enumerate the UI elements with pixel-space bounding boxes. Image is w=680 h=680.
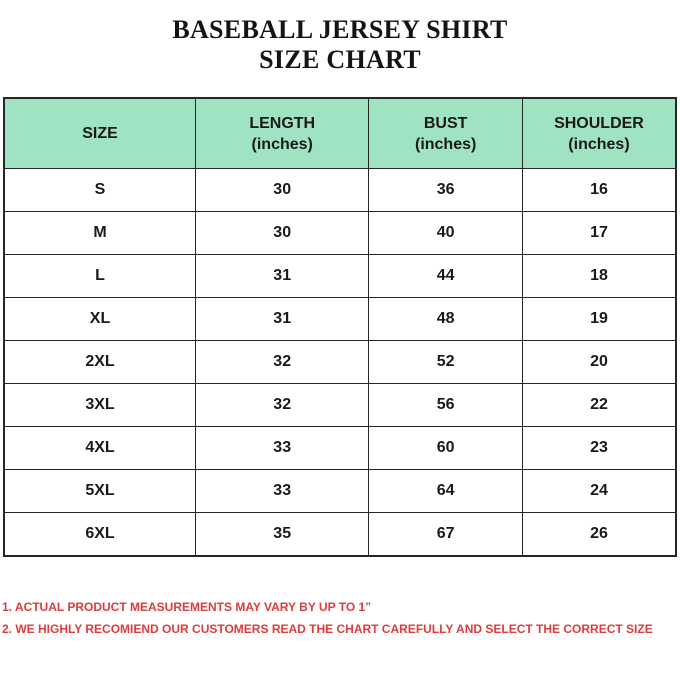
cell-shoulder: 24 [522, 470, 676, 513]
column-header-label: LENGTH [249, 114, 316, 132]
cell-size: 6XL [4, 513, 196, 557]
cell-bust: 40 [369, 212, 523, 255]
cell-bust: 52 [369, 341, 523, 384]
cell-size: M [4, 212, 196, 255]
table-row [4, 298, 676, 341]
table-row [4, 255, 676, 298]
cell-shoulder: 23 [522, 427, 676, 470]
cell-length: 31 [196, 298, 369, 341]
cell-size: L [4, 255, 196, 298]
cell-length: 32 [196, 384, 369, 427]
cell-bust: 44 [369, 255, 523, 298]
cell-length: 33 [196, 470, 369, 513]
title-line-2: SIZE CHART [259, 45, 421, 74]
cell-bust: 60 [369, 427, 523, 470]
cell-bust: 67 [369, 513, 523, 557]
column-header-label: SHOULDER [554, 114, 644, 132]
cell-bust: 56 [369, 384, 523, 427]
cell-size: 2XL [4, 341, 196, 384]
cell-size: S [4, 169, 196, 212]
cell-length: 33 [196, 427, 369, 470]
cell-size: 5XL [4, 470, 196, 513]
table-row [4, 341, 676, 384]
table-row [4, 470, 676, 513]
column-header-unit: (inches) [568, 135, 630, 153]
cell-bust: 48 [369, 298, 523, 341]
note-2: 2. WE HIGHLY RECOMIEND OUR CUSTOMERS READ THE CHART CAREFULLY AND SELECT THE CORRECT SIZE [2, 622, 653, 636]
cell-length: 30 [196, 212, 369, 255]
column-header-shoulder [522, 98, 676, 169]
cell-shoulder: 19 [522, 298, 676, 341]
cell-size: 3XL [4, 384, 196, 427]
cell-length: 30 [196, 169, 369, 212]
cell-length: 35 [196, 513, 369, 557]
notes [2, 596, 680, 640]
table-row [4, 427, 676, 470]
cell-shoulder: 22 [522, 384, 676, 427]
column-header-label: SIZE [82, 125, 118, 142]
column-header-size [4, 98, 196, 169]
note-1: 1. ACTUAL PRODUCT MEASUREMENTS MAY VARY BY UP TO 1” [2, 600, 372, 614]
column-header-unit: (inches) [251, 135, 313, 153]
cell-length: 31 [196, 255, 369, 298]
title-line-1: BASEBALL JERSEY SHIRT [172, 15, 508, 44]
table-header-row [4, 98, 676, 169]
cell-bust: 36 [369, 169, 523, 212]
cell-length: 32 [196, 341, 369, 384]
table-row [4, 513, 676, 557]
cell-bust: 64 [369, 470, 523, 513]
column-header-length [196, 98, 369, 169]
cell-shoulder: 20 [522, 341, 676, 384]
table-row [4, 384, 676, 427]
table-row [4, 169, 676, 212]
cell-size: 4XL [4, 427, 196, 470]
cell-shoulder: 17 [522, 212, 676, 255]
page-title [0, 15, 680, 75]
cell-shoulder: 16 [522, 169, 676, 212]
cell-shoulder: 26 [522, 513, 676, 557]
table-row [4, 212, 676, 255]
column-header-unit: (inches) [414, 135, 477, 153]
cell-size: XL [4, 298, 196, 341]
column-header-bust [369, 98, 523, 169]
column-header-label: BUST [423, 114, 468, 132]
cell-shoulder: 18 [522, 255, 676, 298]
size-chart-table [3, 97, 677, 557]
